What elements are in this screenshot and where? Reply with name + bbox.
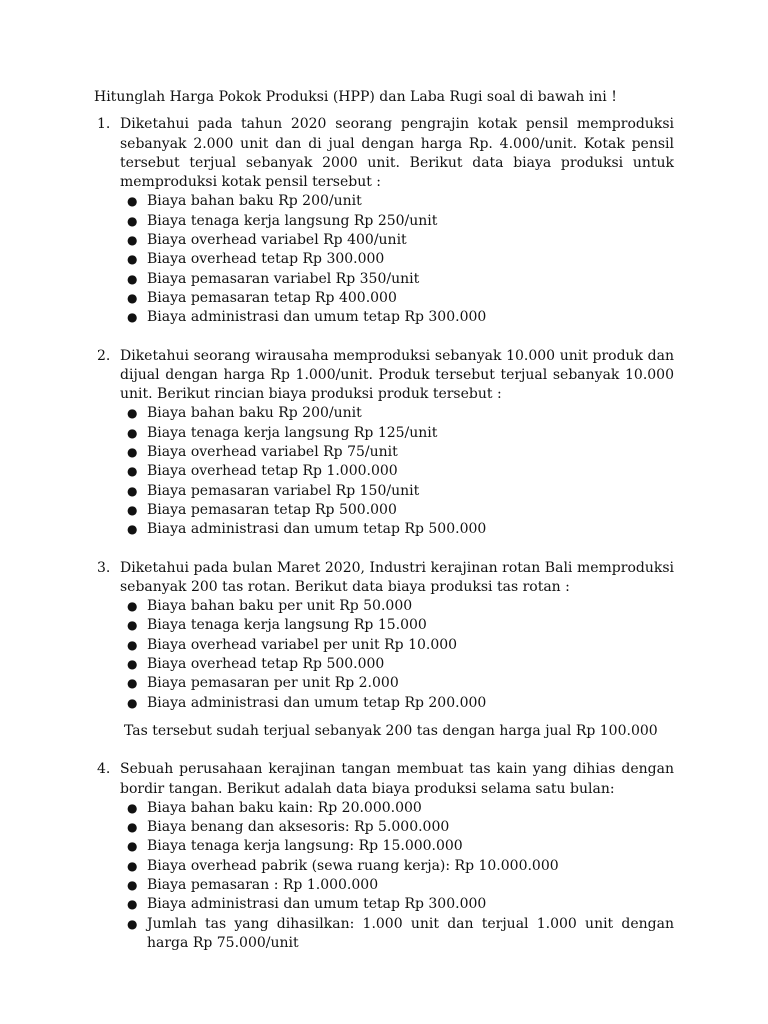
bullet-icon: ● (127, 695, 138, 710)
cost-item (120, 655, 674, 674)
problem-2 (94, 347, 674, 540)
cost-item-text: Biaya bahan baku Rp 200/unit (147, 405, 362, 422)
problem-note: Tas tersebut sudah terjual sebanyak 200 tas dengan harga jual Rp 100.000 (124, 722, 658, 739)
cost-item (120, 231, 674, 250)
cost-item (120, 424, 674, 443)
cost-item (120, 482, 674, 501)
problem-text: Diketahui pada tahun 2020 seorang pengrajin kotak pensil memproduksi sebanyak 2.000 unit dan di jual dengan harga Rp. 4.000/unit. Kotak pensil tersebut terjual sebanyak 2000 unit. Berikut data biaya produksi untuk memproduksi kotak pensil tersebut : (120, 116, 674, 191)
cost-list (120, 404, 674, 539)
cost-item-text: Biaya administrasi dan umum tetap Rp 500.000 (147, 521, 487, 538)
cost-item (120, 597, 674, 616)
cost-item-text: Biaya pemasaran tetap Rp 400.000 (147, 289, 397, 306)
cost-item (120, 818, 674, 837)
bullet-icon: ● (127, 676, 138, 691)
cost-item-text: Biaya benang dan aksesoris: Rp 5.000.000 (147, 819, 450, 836)
bullet-icon: ● (127, 877, 138, 892)
cost-item-text: Biaya overhead variabel per unit Rp 10.000 (147, 636, 458, 653)
cost-item-text: Biaya pemasaran tetap Rp 500.000 (147, 501, 397, 518)
bullet-icon: ● (127, 618, 138, 633)
cost-item-text: Biaya pemasaran variabel Rp 150/unit (147, 482, 420, 499)
problem-list (94, 115, 674, 953)
bullet-icon: ● (127, 194, 138, 209)
cost-item-text: Biaya overhead tetap Rp 300.000 (147, 251, 385, 268)
bullet-icon: ● (127, 858, 138, 873)
bullet-icon: ● (127, 290, 138, 305)
cost-item-text: Biaya pemasaran per unit Rp 2.000 (147, 675, 399, 692)
cost-item-text: Biaya overhead pabrik (sewa ruang kerja): Rp 10.000.000 (147, 857, 559, 874)
problem-text: Sebuah perusahaan kerajinan tangan membuat tas kain yang dihias dengan bordir tangan. Berikut adalah data biaya produksi selama satu bulan: (120, 761, 674, 797)
problem-number: 3. (97, 559, 111, 576)
cost-item (120, 308, 674, 327)
cost-item (120, 837, 674, 856)
bullet-icon: ● (127, 464, 138, 479)
cost-list (120, 597, 674, 713)
cost-item-text: Biaya tenaga kerja langsung Rp 250/unit (147, 212, 438, 229)
cost-item-text: Biaya administrasi dan umum tetap Rp 200.000 (147, 694, 487, 711)
bullet-icon: ● (127, 820, 138, 835)
cost-item-text: Biaya bahan baku per unit Rp 50.000 (147, 598, 413, 615)
cost-item (120, 876, 674, 895)
bullet-icon: ● (127, 252, 138, 267)
cost-item (120, 674, 674, 693)
problem-text: Diketahui pada bulan Maret 2020, Industri kerajinan rotan Bali memproduksi sebanyak 200 tas rotan. Berikut data biaya produksi tas rotan : (120, 559, 674, 595)
bullet-icon: ● (127, 406, 138, 421)
cost-item (120, 192, 674, 211)
bullet-icon: ● (127, 599, 138, 614)
document-page (94, 88, 674, 972)
cost-item (120, 895, 674, 914)
cost-item (120, 443, 674, 462)
cost-item-text: Biaya administrasi dan umum tetap Rp 300.000 (147, 309, 487, 326)
cost-item-text: Biaya administrasi dan umum tetap Rp 300.000 (147, 896, 487, 913)
cost-item (120, 915, 674, 954)
problem-number: 1. (97, 116, 111, 133)
cost-list (120, 192, 674, 327)
cost-item-text: Biaya overhead tetap Rp 1.000.000 (147, 463, 398, 480)
cost-item (120, 857, 674, 876)
cost-item-text: Biaya overhead variabel Rp 75/unit (147, 444, 398, 461)
cost-item-text: Biaya tenaga kerja langsung Rp 15.000 (147, 617, 427, 634)
bullet-icon: ● (127, 502, 138, 517)
cost-list (120, 799, 674, 953)
bullet-icon: ● (127, 522, 138, 537)
problem-4 (94, 760, 674, 953)
cost-item-text: Biaya pemasaran variabel Rp 350/unit (147, 270, 420, 287)
bullet-icon: ● (127, 233, 138, 248)
bullet-icon: ● (127, 271, 138, 286)
cost-item-text: Jumlah tas yang dihasilkan: 1.000 unit dan terjual 1.000 unit dengan harga Rp 75.000/unit (147, 915, 674, 951)
bullet-icon: ● (127, 897, 138, 912)
cost-item-text: Biaya bahan baku kain: Rp 20.000.000 (147, 799, 422, 816)
bullet-icon: ● (127, 916, 138, 931)
cost-item-text: Biaya overhead variabel Rp 400/unit (147, 232, 407, 249)
cost-item (120, 616, 674, 635)
cost-item-text: Biaya overhead tetap Rp 500.000 (147, 656, 385, 673)
bullet-icon: ● (127, 445, 138, 460)
bullet-icon: ● (127, 657, 138, 672)
bullet-icon: ● (127, 310, 138, 325)
instruction-heading: Hitunglah Harga Pokok Produksi (HPP) dan Laba Rugi soal di bawah ini ! (94, 89, 617, 105)
cost-item (120, 501, 674, 520)
bullet-icon: ● (127, 839, 138, 854)
problem-text: Diketahui seorang wirausaha memproduksi sebanyak 10.000 unit produk dan dijual dengan harga Rp 1.000/unit. Produk tersebut terjual sebanyak 10.000 unit. Berikut rincian biaya produksi produk tersebut : (120, 347, 674, 403)
cost-item (120, 404, 674, 423)
problem-1 (94, 115, 674, 327)
cost-item-text: Biaya pemasaran : Rp 1.000.000 (147, 876, 379, 893)
bullet-icon: ● (127, 213, 138, 228)
cost-item-text: Biaya bahan baku Rp 200/unit (147, 193, 362, 210)
bullet-icon: ● (127, 800, 138, 815)
problem-number: 2. (97, 347, 111, 364)
cost-item (120, 799, 674, 818)
problem-3 (94, 559, 674, 742)
bullet-icon: ● (127, 637, 138, 652)
cost-item-text: Biaya tenaga kerja langsung: Rp 15.000.000 (147, 838, 463, 855)
cost-item (120, 520, 674, 539)
problem-number: 4. (97, 761, 111, 778)
bullet-icon: ● (127, 425, 138, 440)
cost-item (120, 270, 674, 289)
cost-item (120, 636, 674, 655)
cost-item (120, 212, 674, 231)
cost-item (120, 462, 674, 481)
cost-item (120, 289, 674, 308)
cost-item-text: Biaya tenaga kerja langsung Rp 125/unit (147, 424, 438, 441)
cost-item (120, 694, 674, 713)
bullet-icon: ● (127, 483, 138, 498)
cost-item (120, 250, 674, 269)
